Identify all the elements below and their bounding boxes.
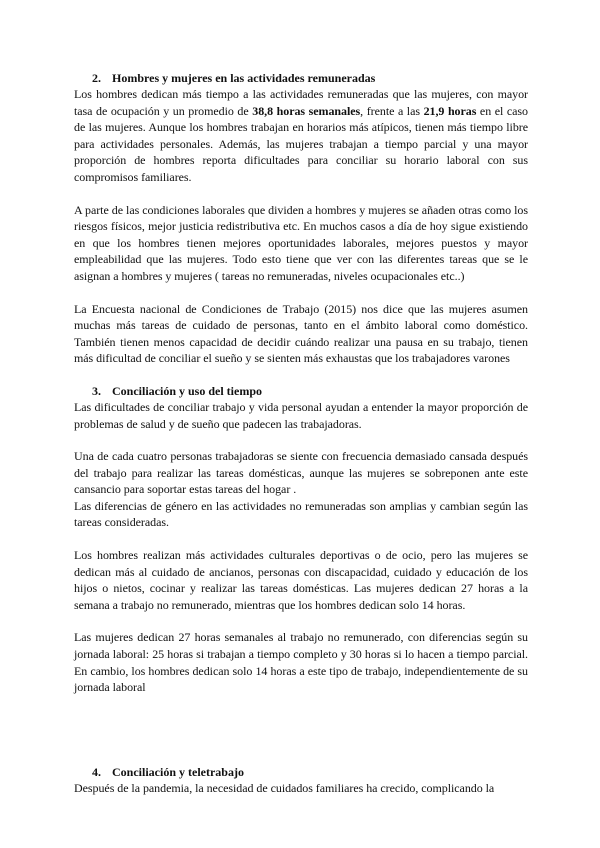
- paragraph-survey: La Encuesta nacional de Condiciones de Trabajo (2015) nos dice que las mujeres asumen muchas más tareas de cuidado de personas, tanto en el ámbito laboral como doméstico. También tienen menos capacidad de decidir cuándo realizar una pausa en su trabajo, tienen más dificultad de conciliar el sueño y se sienten más exhaustas que los trabajadores varones: [74, 301, 528, 366]
- paragraph-remunerated-hours: [74, 86, 528, 186]
- spacer: [74, 367, 528, 383]
- spacer: [74, 696, 528, 764]
- text-run: en el caso de las mujeres. Aunque los hombres trabajan en horarios más atípicos, tienen más tiempo libre para actividades personales. Además, las mujeres trabajan a tiempo parcial y una mayor proporción de hombres reporta dificultades para conciliar su horario laboral con sus compromisos familiares.: [74, 103, 528, 184]
- section-title: Conciliación y teletrabajo: [112, 764, 244, 779]
- spacer: [74, 432, 528, 448]
- highlight-men-hours: 38,8 horas semanales: [252, 103, 361, 118]
- document-page: [74, 70, 528, 796]
- paragraph-activities: Los hombres realizan más actividades culturales deportivas o de ocio, pero las mujeres se dedican más al cuidado de ancianos, personas con discapacidad, cuidado y educación de los hijos o nietos, cocinar y realizar las tareas domésticas. Las mujeres dedican 27 horas a la semana a trabajo no remunerado, mientras que los hombres dedican solo 14 horas.: [74, 548, 528, 612]
- section-heading-2: [74, 70, 528, 86]
- text-run: , frente a las: [360, 103, 424, 118]
- text-run: Los hombres dedican más tiempo a las actividades remuneradas que las mujeres, con mayor tasa de ocupación y un promedio de: [74, 87, 528, 118]
- spacer: [74, 285, 528, 301]
- paragraph-unpaid-hours: Las mujeres dedican 27 horas semanales al trabajo no remunerado, con diferencias según su jornada laboral: 25 horas si trabajan a tiempo completo y 30 horas si lo hacen a tiempo parcial. En cambio, los hombres dedican solo 14 horas a este tipo de trabajo, independientemente de su jornada laboral: [74, 630, 528, 695]
- highlight-women-hours: 21,9 horas: [423, 103, 477, 118]
- paragraph-tiredness: Una de cada cuatro personas trabajadoras se siente con frecuencia demasiado cansada después del trabajo para realizar las tareas domésticas, aunque las mujeres se sobreponen ante este cansancio para soportar estas tareas del hogar .: [74, 449, 528, 497]
- section-title: Hombres y mujeres en las actividades remuneradas: [112, 71, 376, 85]
- spacer: [74, 531, 528, 547]
- section-heading-3: [74, 383, 528, 399]
- paragraph-conciliation-health: Las dificultades de conciliar trabajo y vida personal ayudan a entender la mayor proporción de problemas de salud y de sueño que padecen las trabajadoras.: [74, 399, 528, 431]
- paragraph-labor-conditions: A parte de las condiciones laborales que dividen a hombres y mujeres se añaden otras como los riesgos físicos, mejor justicia redistributiva etc. En muchos casos a día de hoy sigue existiendo en que los hombres tienen mejores oportunidades laborales, mejores puestos y mayor empleabilidad que las mujeres. Todo esto tiene que ver con las diferentes tareas que se le asignan a hombres y mujeres ( tareas no remuneradas, niveles ocupacionales etc..): [74, 202, 528, 283]
- section-number: 4.: [92, 764, 101, 779]
- paragraph-telework: Después de la pandemia, la necesidad de cuidados familiares ha crecido, complicando la: [74, 780, 495, 795]
- section-number: 2.: [92, 71, 101, 85]
- section-heading-4: [74, 764, 528, 780]
- paragraph-gender-differences: Las diferencias de género en las actividades no remuneradas son amplias y cambian según las tareas consideradas.: [74, 498, 528, 530]
- spacer: [74, 186, 528, 202]
- section-title: Conciliación y uso del tiempo: [112, 383, 263, 398]
- section-number: 3.: [92, 383, 101, 398]
- spacer: [74, 613, 528, 629]
